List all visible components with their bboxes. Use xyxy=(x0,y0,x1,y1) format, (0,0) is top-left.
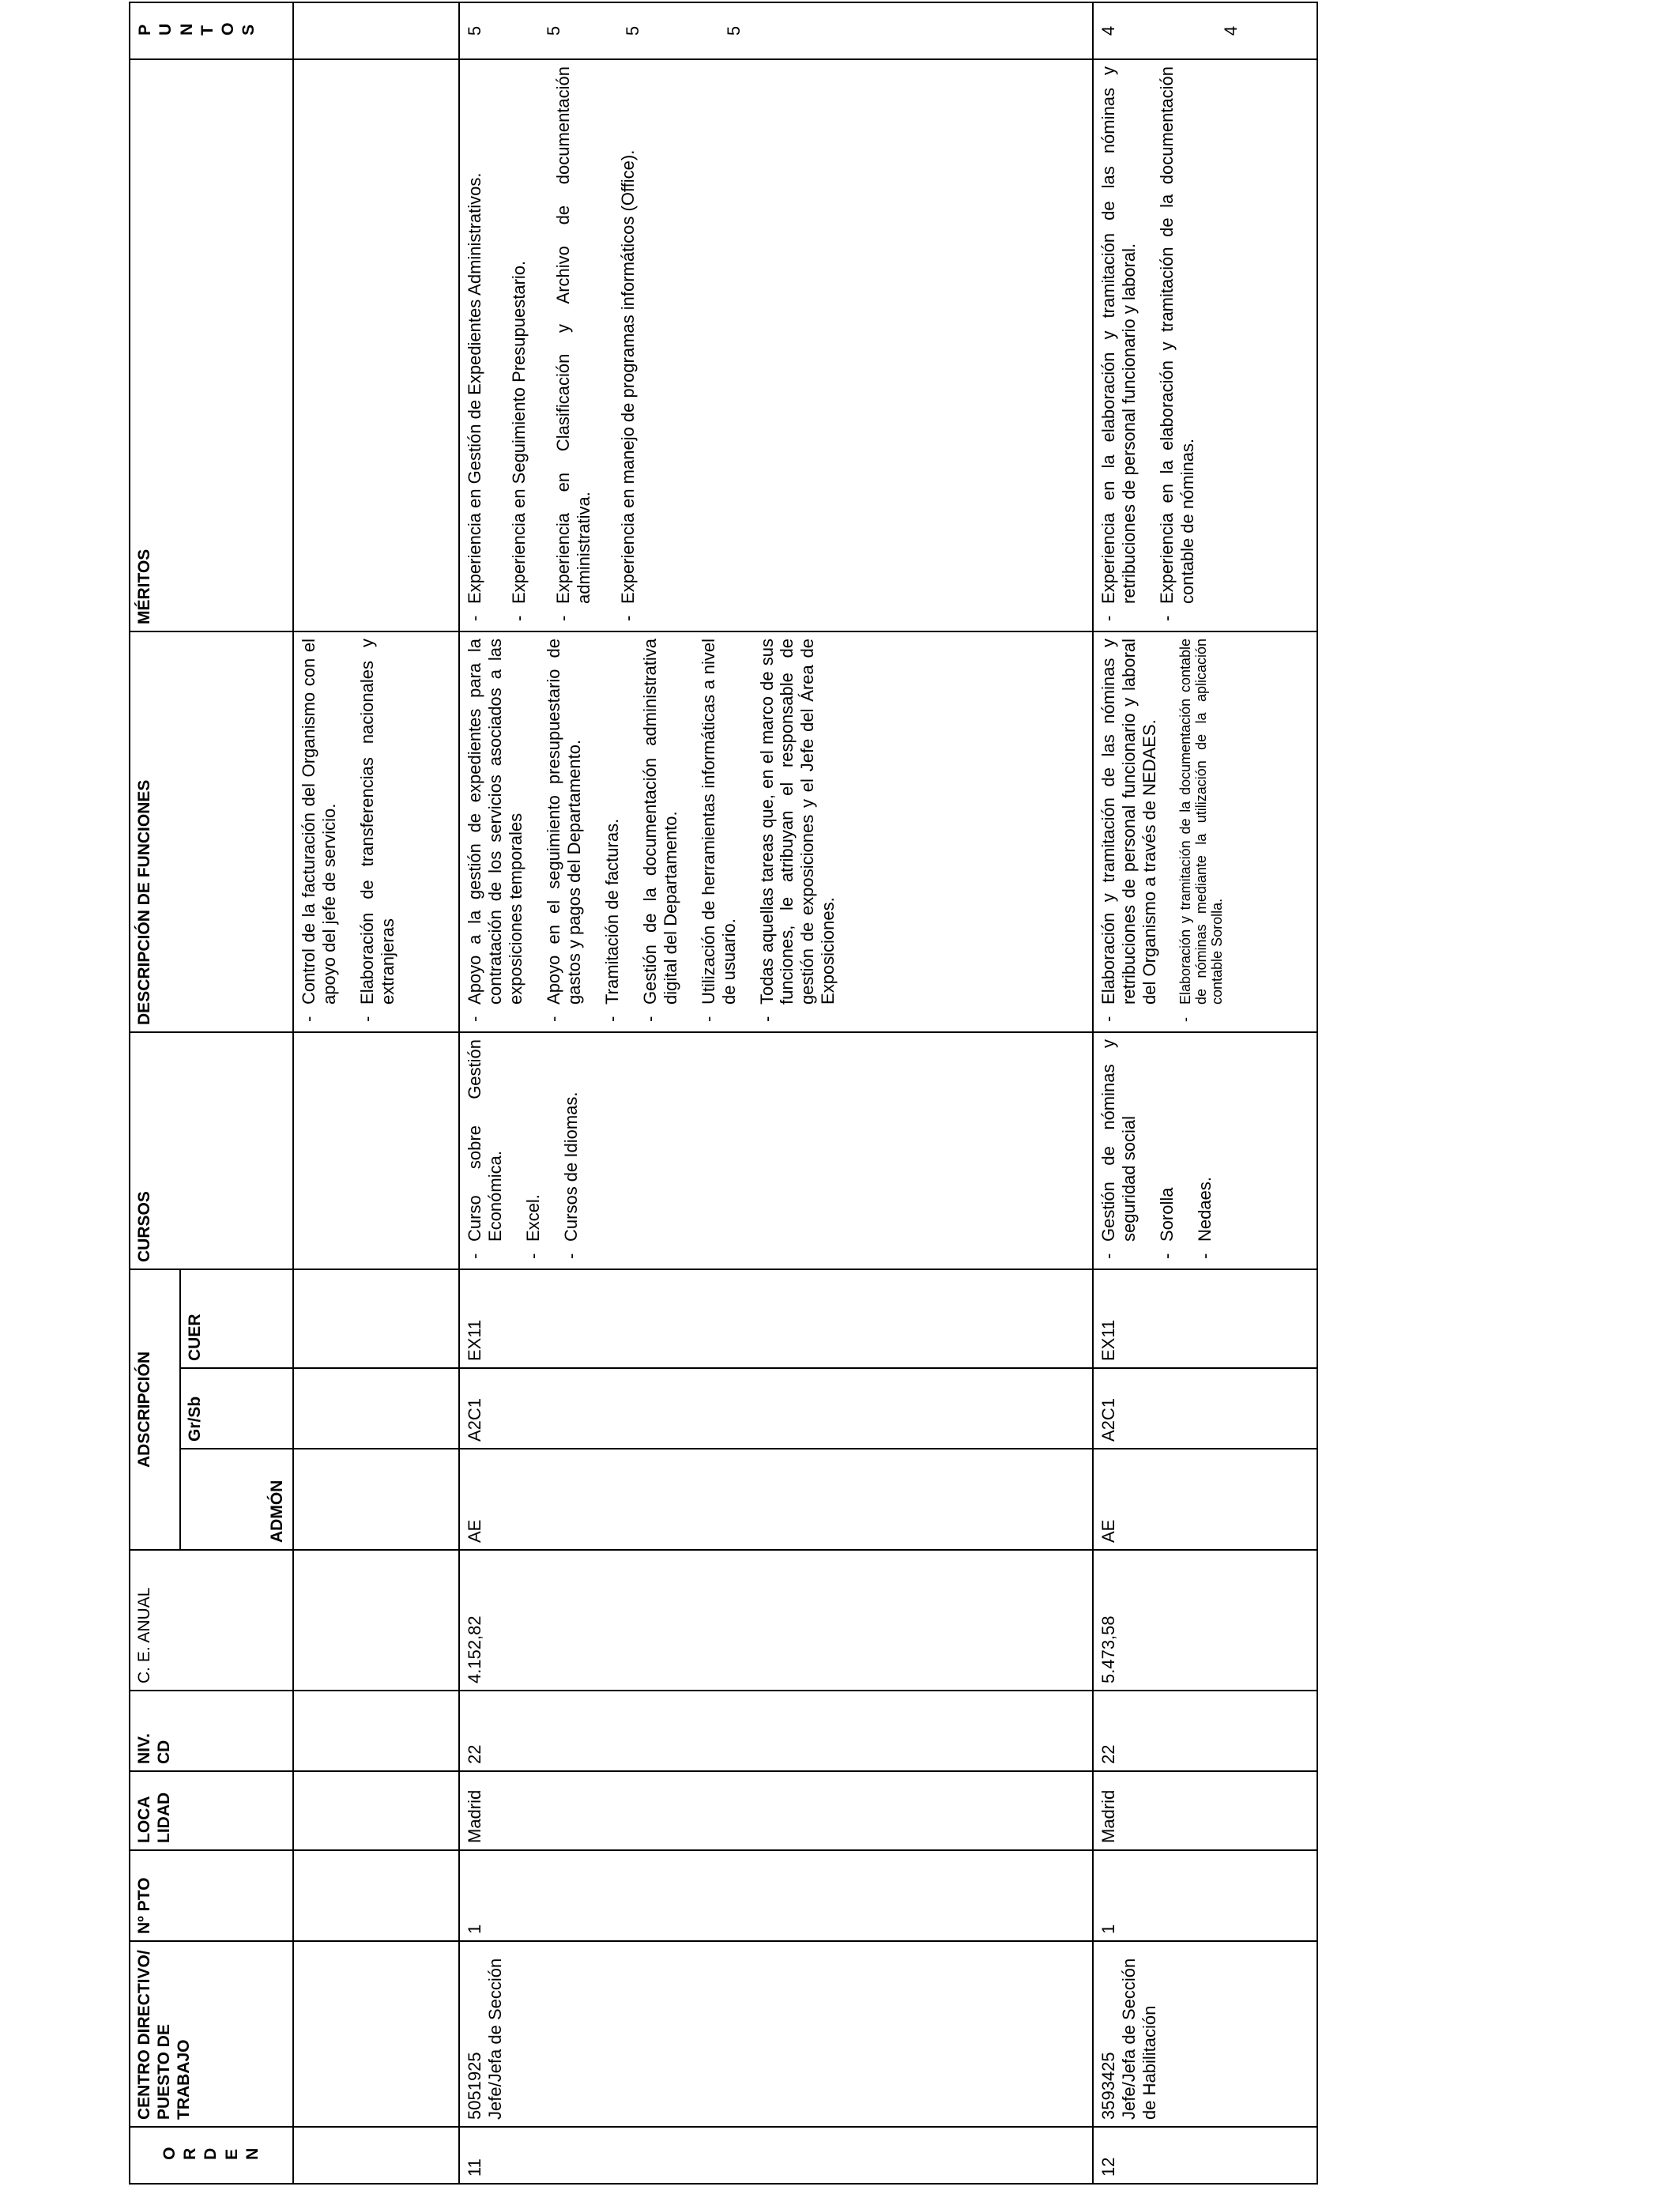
cell-empty xyxy=(293,2127,459,2184)
npto-cell: 1 xyxy=(459,1850,1093,1941)
nivcd-cell: 22 xyxy=(459,1691,1093,1771)
curso-item: - Excel. xyxy=(523,1039,544,1262)
punto-value: 4 xyxy=(1098,25,1118,36)
punto-value: 4 xyxy=(1221,25,1241,36)
puntos-cell xyxy=(1093,2,1317,59)
cell-empty xyxy=(293,1550,459,1691)
admon-cell: AE xyxy=(1093,1449,1317,1550)
punto-value: 5 xyxy=(623,25,642,36)
grsb-cell: A2C1 xyxy=(1093,1368,1317,1449)
cell-empty xyxy=(293,1368,459,1449)
header-centro: CENTRO DIRECTIVO/ PUESTO DE TRABAJO xyxy=(130,1941,293,2127)
orden-cell: 11 xyxy=(459,2127,1093,2184)
cell-empty xyxy=(293,1269,459,1368)
header-npto: Nº PTO xyxy=(130,1850,293,1941)
funcion-item: - Apoyo a la gestión de expedientes para la contratación de los servicios asociados a las exposiciones temporales xyxy=(465,639,526,1025)
table-row xyxy=(1093,2,1317,2184)
funciones-cell xyxy=(459,631,1093,1032)
curso-item: - Curso sobre Gestión Económica. xyxy=(465,1039,506,1262)
cursos-cell xyxy=(459,1032,1093,1269)
header-row xyxy=(130,2,180,2184)
continuation-row xyxy=(293,2,459,2184)
punto-value: 5 xyxy=(544,25,563,36)
meritos-cell xyxy=(459,59,1093,631)
header-admon: ADMÓN xyxy=(180,1449,293,1550)
funciones-cell xyxy=(1093,631,1317,1032)
header-meritos: MÉRITOS xyxy=(130,59,293,631)
cell-empty xyxy=(293,1941,459,2127)
denominacion-puesto: Jefe/Jefa de Sección de Habilitación xyxy=(1118,1958,1159,2120)
funcion-item: - Elaboración y tramitación de la documentación contable de nóminas mediante la utilización de la aplicación contable Sorolla. xyxy=(1177,639,1225,1025)
codigo-puesto: 5051925 xyxy=(465,2052,484,2120)
cursos-cell xyxy=(1093,1032,1317,1269)
curso-item: - Gestión de nóminas y seguridad social xyxy=(1098,1039,1139,1262)
cell-empty xyxy=(293,1691,459,1771)
curso-item: - Sorolla xyxy=(1157,1039,1177,1262)
localidad-cell: Madrid xyxy=(1093,1771,1317,1850)
funcion-item: - Elaboración de transferencias nacionales y extranjeras xyxy=(357,639,398,1025)
funcion-item: - Control de la facturación del Organismo con el apoyo del jefe de servicio. xyxy=(299,639,340,1025)
header-puntos: PUNTOS xyxy=(130,2,293,59)
centro-cell xyxy=(1093,1941,1317,2127)
header-cursos: CURSOS xyxy=(130,1032,293,1269)
npto-cell: 1 xyxy=(1093,1850,1317,1941)
meritos-cell xyxy=(1093,59,1317,631)
header-grsb: Gr/Sb xyxy=(180,1368,293,1449)
cell-empty xyxy=(293,1771,459,1850)
merito-item: - Experiencia en Gestión de Expedientes Administrativos. xyxy=(465,66,485,624)
orden-cell: 12 xyxy=(1093,2127,1317,2184)
centro-cell xyxy=(459,1941,1093,2127)
denominacion-puesto: Jefe/Jefa de Sección xyxy=(484,1958,505,2120)
curso-item: - Nedaes. xyxy=(1195,1039,1215,1262)
localidad-cell: Madrid xyxy=(459,1771,1093,1850)
merito-item: - Experiencia en Seguimiento Presupuestario. xyxy=(509,66,529,624)
header-funciones: DESCRIPCIÓN DE FUNCIONES xyxy=(130,631,293,1032)
curso-item: - Cursos de Idiomas. xyxy=(561,1039,582,1262)
merito-item: - Experiencia en la elaboración y tramitación de las nóminas y retribuciones de personal funcionario y laboral. xyxy=(1098,66,1139,624)
header-cuer: CUER xyxy=(180,1269,293,1368)
merito-item: - Experiencia en Clasificación y Archivo de documentación administrativa. xyxy=(553,66,594,624)
cell-empty xyxy=(293,2,459,59)
ce-anual-cell: 4.152,82 xyxy=(459,1550,1093,1691)
header-ce-anual: C. E. ANUAL xyxy=(130,1550,293,1691)
ce-anual-cell: 5.473,58 xyxy=(1093,1550,1317,1691)
merito-item: - Experiencia en la elaboración y tramitación de la documentación contable de nóminas. xyxy=(1157,66,1198,624)
grsb-cell: A2C1 xyxy=(459,1368,1093,1449)
cuer-cell: EX11 xyxy=(459,1269,1093,1368)
cell-empty xyxy=(293,1032,459,1269)
funcion-item: - Gestión de la documentación administrativa digital del Departamento. xyxy=(640,639,681,1025)
table-row xyxy=(459,2,1093,2184)
header-localidad: LOCA LIDAD xyxy=(130,1771,293,1850)
punto-value: 5 xyxy=(465,25,484,36)
header-nivcd: NIV. CD xyxy=(130,1691,293,1771)
funcion-item: - Elaboración y tramitación de las nóminas y retribuciones de personal funcionario y laboral del Organismo a través de NEDAES. xyxy=(1098,639,1160,1025)
funcion-item: - Tramitación de facturas. xyxy=(602,639,623,1025)
cell-empty xyxy=(293,1449,459,1550)
puntos-cell xyxy=(459,2,1093,59)
punto-value: 5 xyxy=(724,25,744,36)
nivcd-cell: 22 xyxy=(1093,1691,1317,1771)
funciones-cell xyxy=(293,631,459,1032)
positions-table xyxy=(129,2,1318,2185)
funcion-item: - Utilización de herramientas informáticas a nivel de usuario. xyxy=(699,639,740,1025)
cell-empty xyxy=(293,1850,459,1941)
admon-cell: AE xyxy=(459,1449,1093,1550)
header-adscripcion: ADSCRIPCIÓN xyxy=(130,1269,180,1550)
merito-item: - Experiencia en manejo de programas informáticos (Office). xyxy=(618,66,638,624)
codigo-puesto: 3593425 xyxy=(1098,2052,1118,2120)
funcion-item: - Apoyo en el seguimiento presupuestario de gastos y pagos del Departamento. xyxy=(544,639,585,1025)
cell-empty xyxy=(293,59,459,631)
header-orden: ORDEN xyxy=(130,2127,293,2184)
cuer-cell: EX11 xyxy=(1093,1269,1317,1368)
funcion-item: - Todas aquellas tareas que, en el marco de sus funciones, le atribuyan el responsable de gestión de exposiciones y el Jefe del Área de Exposiciones. xyxy=(757,639,839,1025)
